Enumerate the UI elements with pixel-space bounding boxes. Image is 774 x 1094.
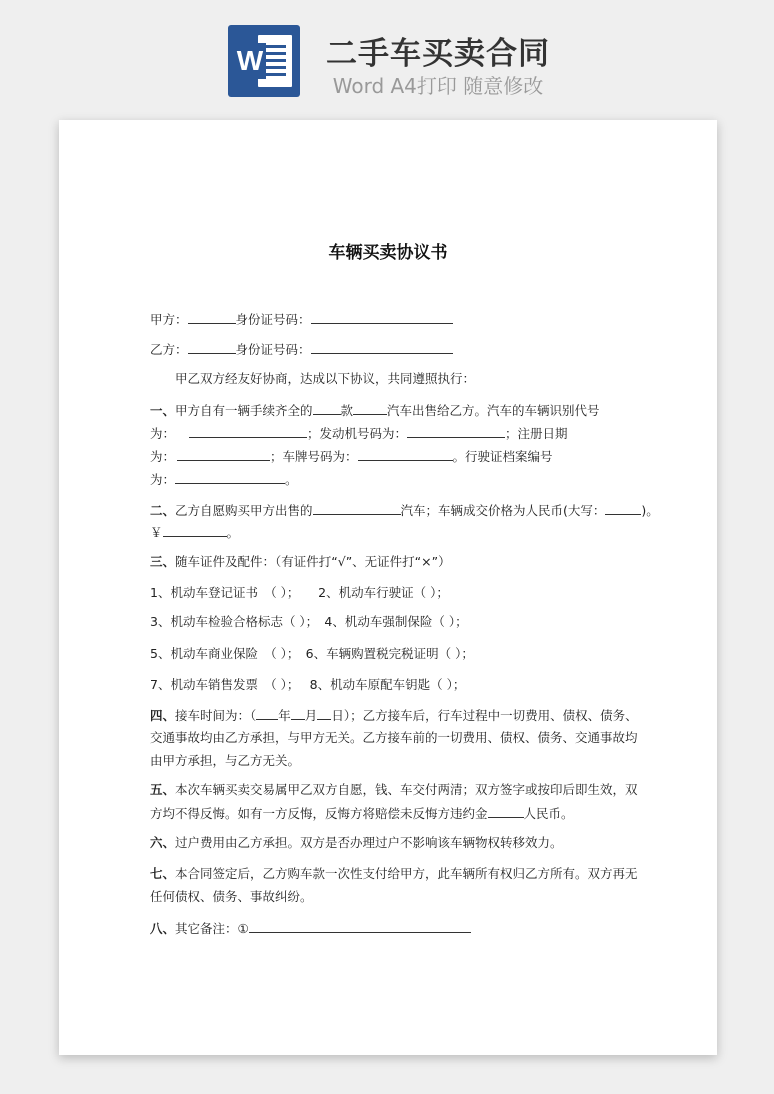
section-7-line-2: 任何债权、债务、事故纠纷。 (150, 889, 313, 904)
document-title: 车辆买卖协议书 (328, 243, 448, 263)
section-1-line-3: 为： ；车牌号码为： 。行驶证档案编号 (150, 449, 553, 464)
section-4-line-2: 交通事故均由乙方承担，与甲方无关。乙方接车前的一切费用、债权、债务、交通事故均 (150, 730, 638, 745)
accessory-item-row-4: 7、机动车销售发票 （ ）； 8、机动车原配车钥匙（ ）； (150, 677, 466, 692)
section-7-line-1: 七、本合同签定后，乙方购车款一次性支付给甲方，此车辆所有权归乙方所有。双方再无 (150, 866, 638, 881)
party-b-line: 乙方： 身份证号码： (150, 341, 453, 358)
page-title: 二手车买卖合同 (326, 36, 550, 72)
accessory-item-row-1: 1、机动车登记证书 （ ）； 2、机动车行驶证（ ）； (150, 585, 449, 600)
page-subtitle: Word A4打印 随意修改 (332, 74, 544, 98)
section-4-line-3: 由甲方承担，与乙方无关。 (150, 753, 301, 768)
section-5-line-1: 五、本次车辆买卖交易属甲乙双方自愿，钱、车交付两清；双方签字或按印后即生效，双 (150, 782, 638, 797)
section-6-line: 六、过户费用由乙方承担。双方是否办理过户不影响该车辆物权转移效力。 (150, 835, 563, 850)
section-3-heading: 三、随车证件及配件：（有证件打“√”、无证件打“×”） (150, 554, 451, 569)
document-page (59, 120, 717, 1055)
accessory-item-row-3: 5、机动车商业保险 （ ）； 6、车辆购置税完税证明（ ）； (150, 646, 474, 661)
section-1-line-2: 为： ；发动机号码为： ；注册日期 (150, 426, 568, 441)
word-letter: W (234, 43, 266, 79)
section-1-line-4: 为： 。 (150, 472, 298, 487)
accessory-item-row-2: 3、机动车检验合格标志（ ）； 4、机动车强制保险（ ）； (150, 614, 468, 629)
party-a-line: 甲方： 身份证号码： (150, 311, 453, 328)
header (0, 0, 774, 110)
word-icon (228, 25, 300, 97)
section-8-line: 八、其它备注：① (150, 920, 471, 937)
section-4-line-1: 四、接车时间为：（ 年 月 日）；乙方接车后，行车过程中一切费用、债权、债务、 (150, 708, 638, 723)
section-1-line-1: 一、甲方自有一辆手续齐全的 款 汽车出售给乙方。汽车的车辆识别代号 (150, 403, 600, 418)
section-2-line-2: ￥ 。 (150, 525, 240, 540)
section-2-line-1: 二、乙方自愿购买甲方出售的 汽车；车辆成交价格为人民币(大写： )。 (150, 503, 659, 518)
intro-line: 甲乙双方经友好协商，达成以下协议，共同遵照执行： (175, 371, 476, 386)
section-5-line-2: 方均不得反悔。如有一方反悔，反悔方将赔偿未反悔方违约金 人民币。 (150, 806, 574, 821)
